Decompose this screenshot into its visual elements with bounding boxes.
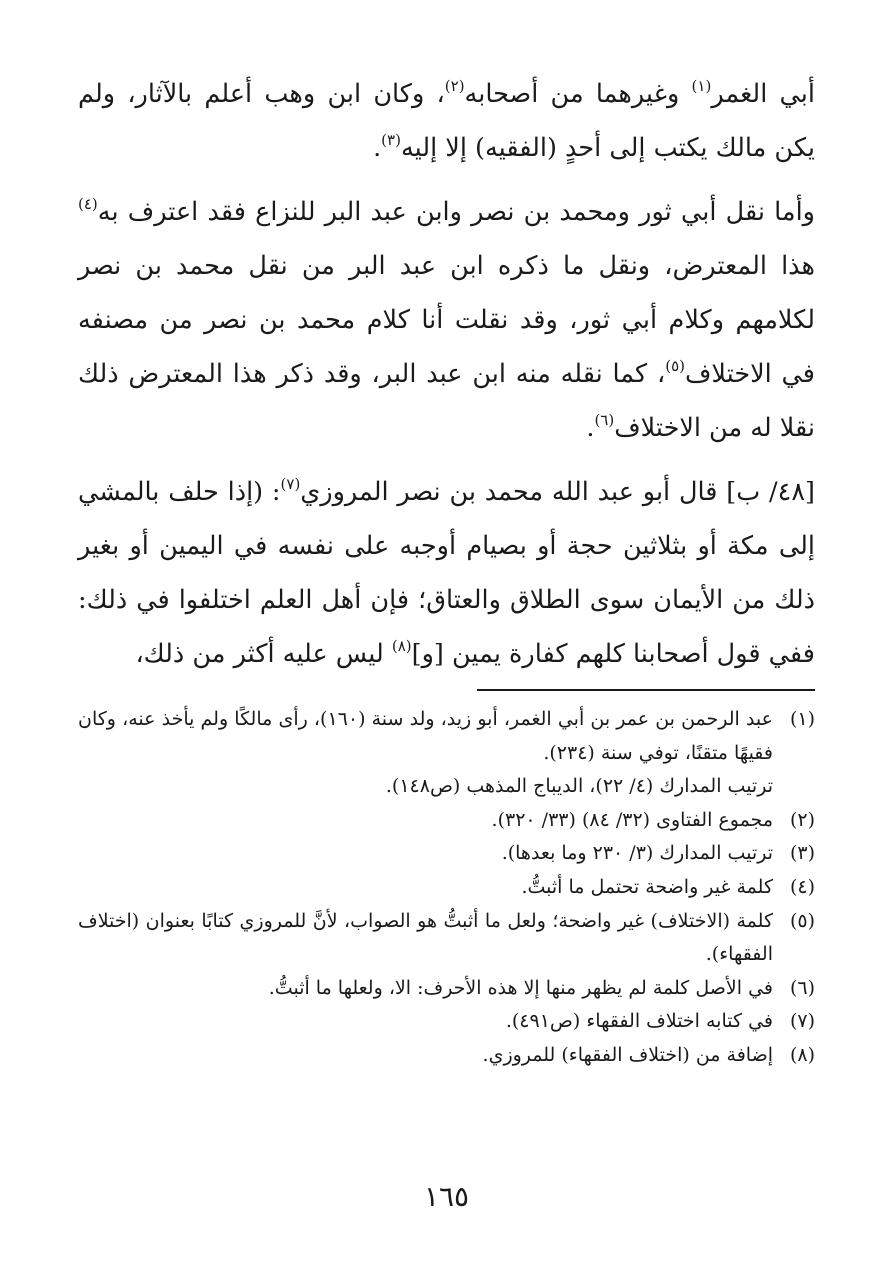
footnote-text: كلمة (الاختلاف) غير واضحة؛ ولعل ما أثبتُّ هو الصواب، لأنَّ للمروزي كتابًا بعنوان (اختلاف الفقهاء). [78,909,773,966]
footnote-ref-5[interactable]: (٥) [665,357,685,375]
footnote-text: في الأصل كلمة لم يظهر منها إلا هذه الأحرف: الا، ولعلها ما أثبتُّ. [268,976,773,999]
footnote-number: (٣) [789,842,815,865]
footnote-2 [78,804,815,838]
footnote-text: ترتيب المدارك (٣/ ٢٣٠ وما بعدها). [501,842,773,865]
paragraph-text: : (إذا حلف بالمشي إلى مكة أو بثلاثين حجة أو بصيام أوجبه على نفسه في اليمين أو بغير ذلك من الأيمان سوى الطلاق والعتاق؛ فإن أهل العلم اختلفوا في ذلك: ففي قول أصحابنا كلهم كفارة يمين [و] [78,477,815,669]
paragraph-text: أبي الغمر [711,79,815,109]
footnote-number: (٨) [789,1043,815,1066]
footnote-number: (٥) [789,909,815,932]
page-number: ١٦٥ [423,1180,470,1213]
paragraph-text: ، وكان ابن وهب أعلم بالآثار، ولم يكن مالك يكتب إلى أحدٍ (الفقيه) إلا إليه [78,79,815,163]
footnote-number: (٦) [789,976,815,999]
footnote-ref-1[interactable]: (١) [691,77,712,95]
footnote-6 [78,972,815,1006]
footnote-number: (٧) [789,1010,815,1033]
footnote-text: إضافة من (اختلاف الفقهاء) للمروزي. [482,1043,773,1066]
paragraph-text: ليس عليه أكثر من ذلك، [135,639,392,669]
footnote-text: مجموع الفتاوى (٣٢/ ٨٤) (٣٣/ ٣٢٠). [491,808,773,831]
footnote-ref-8[interactable]: (٨) [391,637,412,655]
paragraph-text: ، كما نقله منه ابن عبد البر، وقد ذكر هذا المعترض ذلك نقلا له من الاختلاف [78,359,815,443]
footnote-3 [78,837,815,871]
footnote-7 [78,1005,815,1039]
footnote-ref-2[interactable]: (٢) [444,77,465,95]
footnote-4 [78,871,815,905]
footnote-text: كلمة غير واضحة تحتمل ما أثبتُّ. [521,875,773,898]
paragraph-text: هذا المعترض، ونقل ما ذكره ابن عبد البر من نقل محمد بن نصر لكلامهم وكلام أبي ثور، وقد نقلت أنا كلام محمد بن نصر من مصنفه في الاختلاف [78,251,815,389]
footnote-divider [477,689,815,691]
footnote-number: (٢) [789,808,815,831]
footnote-ref-6[interactable]: (٦) [594,411,615,429]
paragraph-text: [٤٨/ ب] قال أبو عبد الله محمد بن نصر المروزي [300,477,815,507]
footnote-number: (١) [789,708,815,730]
paragraph-text: . [586,413,595,443]
paragraph-2 [78,185,815,455]
paragraph-text: . [373,133,382,163]
footnotes-list [78,703,815,1073]
paragraph-3 [78,465,815,681]
footnote-8 [78,1039,815,1073]
paragraph-text: وأما نقل أبي ثور ومحمد بن نصر وابن عبد البر للنزاع فقد اعترف به [97,197,815,227]
footnote-5 [78,905,815,972]
footnote-text: عبد الرحمن بن عمر بن أبي الغمر، أبو زيد، ولد سنة (١٦٠)، رأى مالكًا ولم يأخذ عنه، وكان فقيهًا متقنًا، توفي سنة (٢٣٤). [78,708,773,764]
footnote-ref-7[interactable]: (٧) [280,475,301,493]
footnote-reference-line: ترتيب المدارك (٤/ ٢٢)، الديباج المذهب (ص١٤٨). [385,775,773,798]
footnote-ref-3[interactable]: (٣) [381,131,401,149]
paragraph-1 [78,67,815,175]
footnote-text: في كتابه اختلاف الفقهاء (ص٤٩١). [505,1010,773,1033]
footnote-number: (٤) [789,875,815,898]
footnote-1 [78,703,815,804]
paragraph-text: وغيرهما من أصحابه [464,79,692,109]
footnote-ref-4[interactable]: (٤) [78,195,98,213]
